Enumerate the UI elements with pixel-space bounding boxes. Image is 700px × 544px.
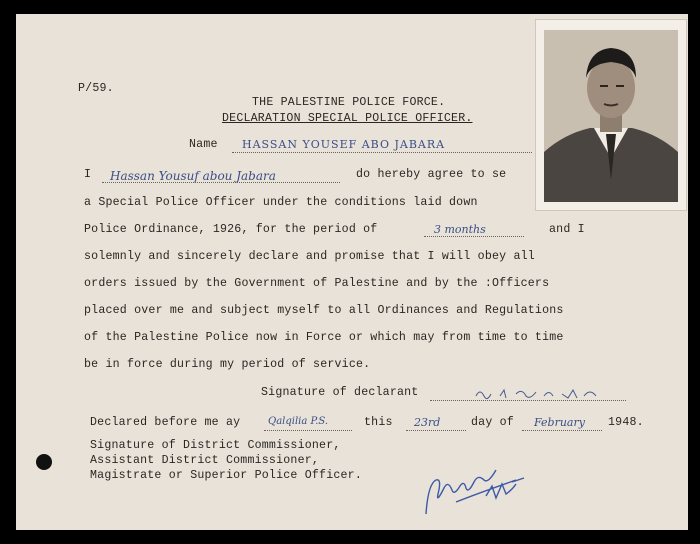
punch-hole bbox=[36, 454, 52, 470]
commissioner-line-2: Assistant District Commissioner, bbox=[90, 454, 320, 467]
name-value: HASSAN YOUSEF ABO JABARA bbox=[242, 138, 446, 151]
month-value: February bbox=[534, 416, 585, 429]
declared-before-label: Declared before me ay bbox=[90, 416, 241, 429]
place-value: Qalqilia P.S. bbox=[268, 416, 329, 427]
id-photograph bbox=[536, 20, 686, 210]
text-line-2: a Special Police Officer under the conditions laid down bbox=[84, 196, 478, 209]
commissioner-line-3: Magistrate or Superior Police Officer. bbox=[90, 469, 362, 482]
form-number: P/59. bbox=[78, 82, 114, 95]
declarant-name-handwritten: Hassan Yousuf abou Jabara bbox=[110, 169, 276, 183]
pronoun-i: I bbox=[84, 168, 92, 181]
text-line-3b: and I bbox=[549, 223, 585, 236]
year: 1948. bbox=[608, 416, 644, 429]
place-dotted-line bbox=[264, 430, 352, 431]
declarant-signature bbox=[472, 384, 612, 404]
period-dotted-line bbox=[424, 236, 524, 237]
text-line-7: of the Palestine Police now in Force or which may from time to time bbox=[84, 331, 564, 344]
document-title: THE PALESTINE POLICE FORCE. bbox=[252, 96, 446, 109]
text-line-6: placed over me and subject myself to all Ordinances and Regulations bbox=[84, 304, 564, 317]
this-label: this bbox=[364, 416, 393, 429]
officer-signature bbox=[416, 444, 546, 524]
document-subtitle: DECLARATION SPECIAL POLICE OFFICER. bbox=[222, 112, 473, 125]
day-of-label: day of bbox=[471, 416, 514, 429]
declaration-document bbox=[16, 14, 688, 530]
text-line-5: orders issued by the Government of Palestine and by the :Officers bbox=[84, 277, 550, 290]
period-value: 3 months bbox=[434, 223, 486, 236]
month-dotted-line bbox=[522, 430, 602, 431]
text-line-4: solemnly and sincerely declare and promise that I will obey all bbox=[84, 250, 535, 263]
text-line-8: be in force during my period of service. bbox=[84, 358, 371, 371]
name-label: Name bbox=[189, 138, 218, 151]
text-line-1: do hereby agree to se bbox=[356, 168, 507, 181]
signature-label: Signature of declarant bbox=[261, 386, 419, 399]
portrait-image bbox=[544, 30, 678, 202]
text-line-3a: Police Ordinance, 1926, for the period of bbox=[84, 223, 378, 236]
day-value: 23rd bbox=[414, 416, 441, 429]
commissioner-line-1: Signature of District Commissioner, bbox=[90, 439, 341, 452]
day-dotted-line bbox=[406, 430, 466, 431]
name-dotted-line bbox=[232, 152, 532, 153]
